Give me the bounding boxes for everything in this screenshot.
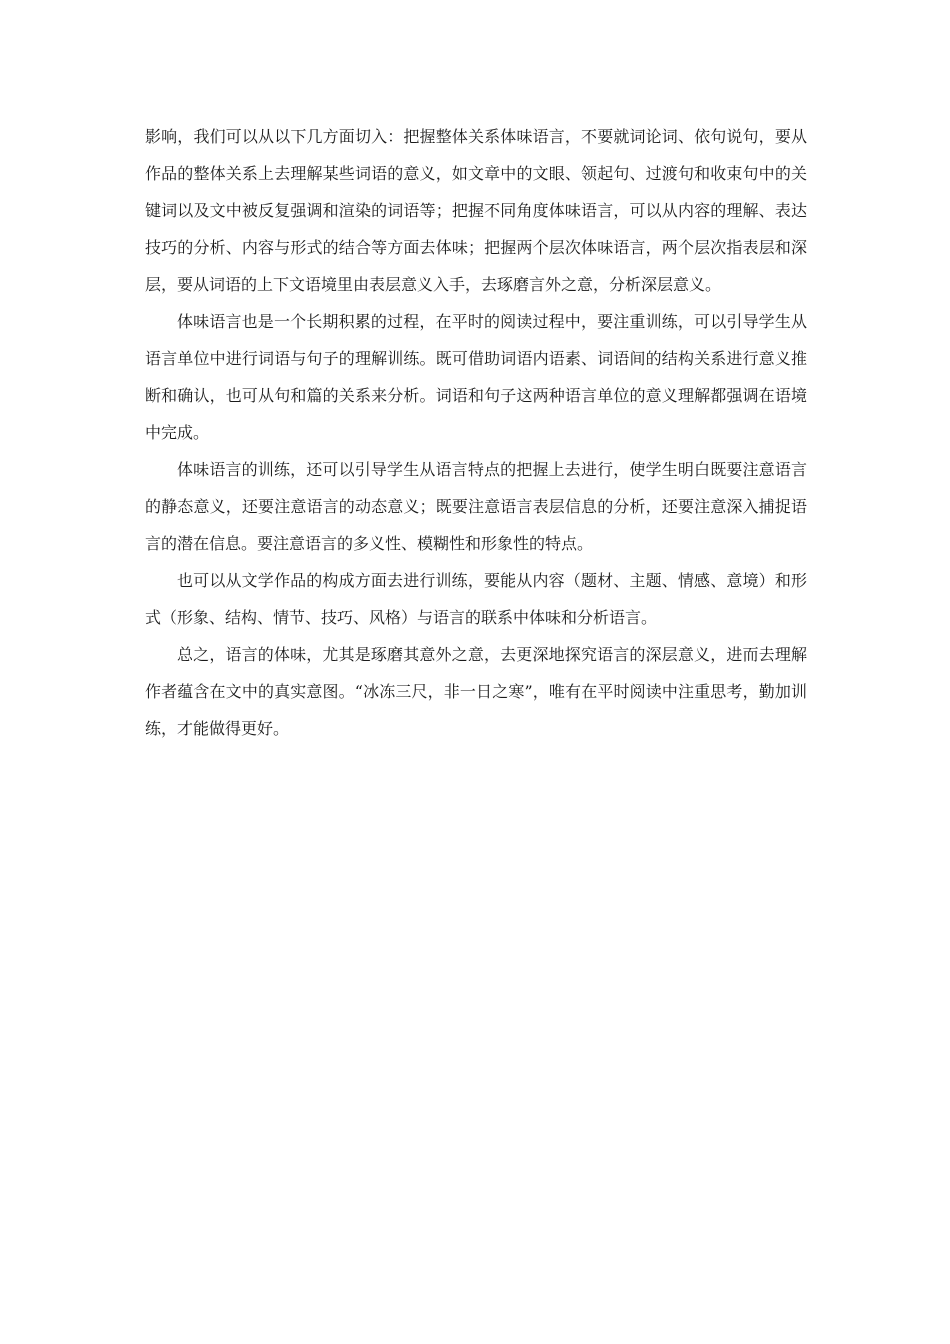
paragraph: 体味语言也是一个长期积累的过程，在平时的阅读过程中，要注重训练，可以引导学生从语言单位中进行词语与句子的理解训练。既可借助词语内语素、词语间的结构关系进行意义推断和确认，也可从句和篇的关系来分析。词语和句子这两种语言单位的意义理解都强调在语境中完成。 — [145, 312, 807, 442]
paragraph: 体味语言的训练，还可以引导学生从语言特点的把握上去进行，使学生明白既要注意语言的静态意义，还要注意语言的动态意义；既要注意语言表层信息的分析，还要注意深入捕捉语言的潜在信息。要注意语言的多义性、模糊性和形象性的特点。 — [145, 460, 807, 553]
paragraph-continued: 影响，我们可以从以下几方面切入：把握整体关系体味语言，不要就词论词、依句说句，要从作品的整体关系上去理解某些词语的意义，如文章中的文眼、领起句、过渡句和收束句中的关键词以及文中被反复强调和渲染的词语等；把握不同角度体味语言，可以从内容的理解、表达技巧的分析、内容与形式的结合等方面去体味；把握两个层次体味语言，两个层次指表层和深层，要从词语的上下文语境里由表层意义入手，去琢磨言外之意，分析深层意义。 — [145, 127, 807, 294]
document-body — [145, 118, 807, 747]
paragraph: 也可以从文学作品的构成方面去进行训练，要能从内容（题材、主题、情感、意境）和形式（形象、结构、情节、技巧、风格）与语言的联系中体味和分析语言。 — [145, 571, 807, 627]
paragraph: 总之，语言的体味，尤其是琢磨其意外之意，去更深地探究语言的深层意义，进而去理解作者蕴含在文中的真实意图。“冰冻三尺，非一日之寒”，唯有在平时阅读中注重思考，勤加训练，才能做得更好。 — [145, 645, 807, 738]
